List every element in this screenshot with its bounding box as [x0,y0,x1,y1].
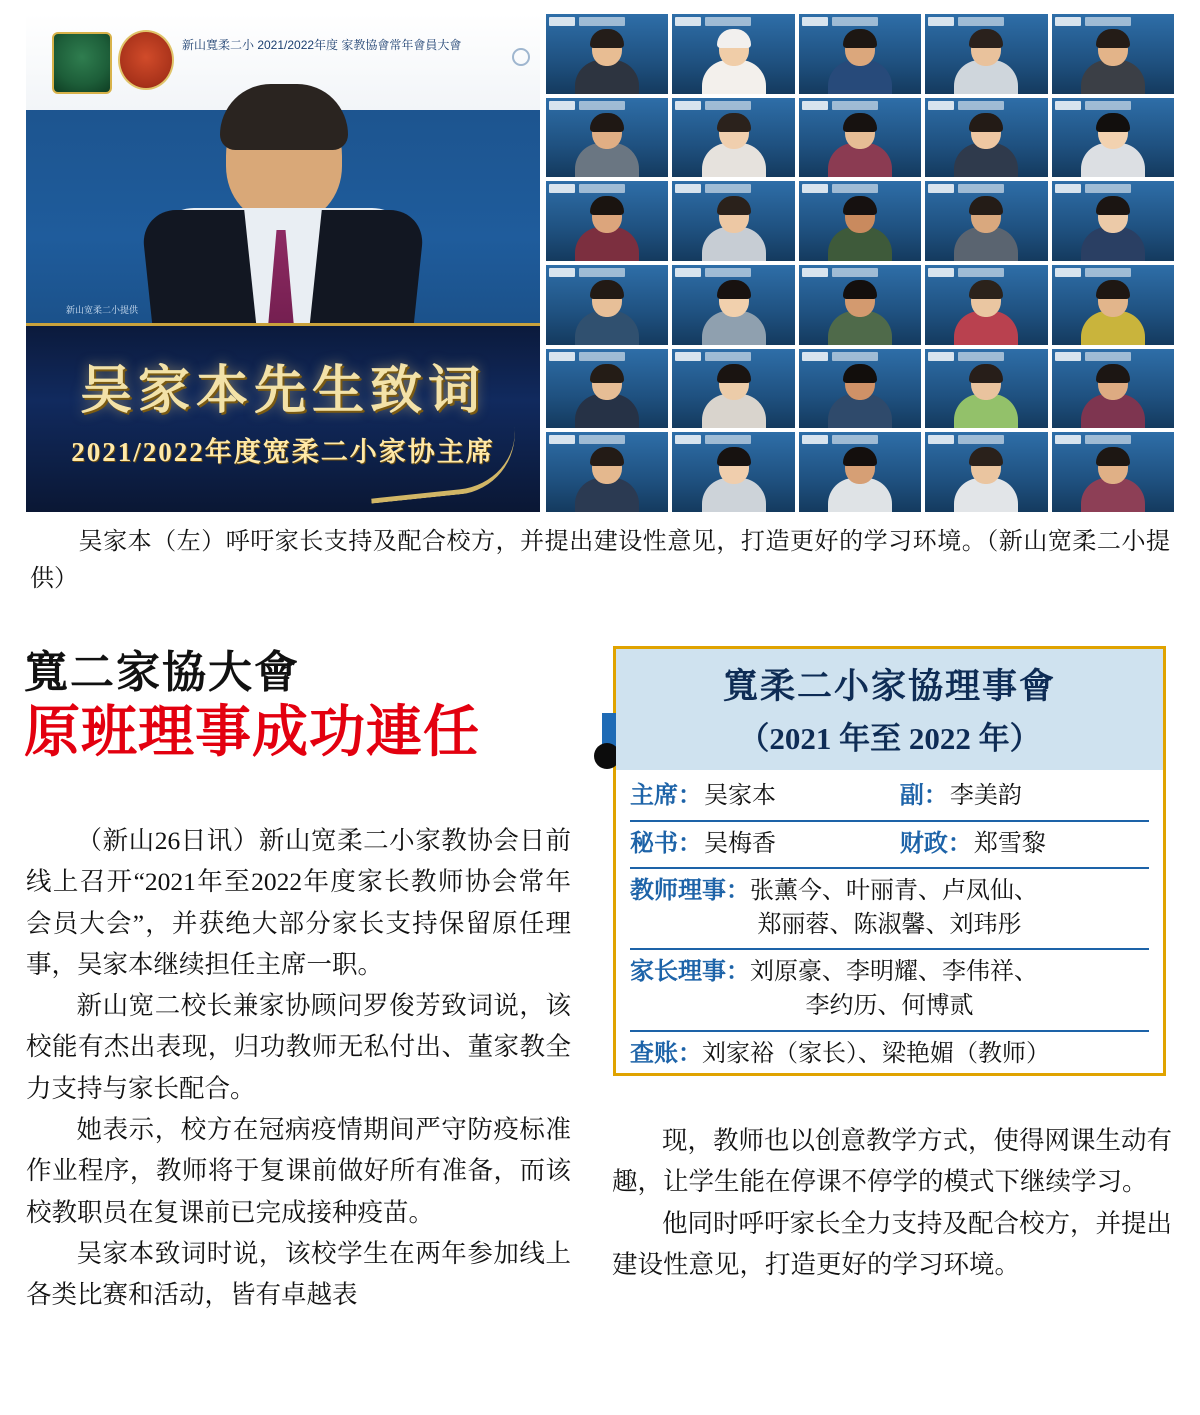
photo-caption [30,524,1170,598]
committee-rows [616,770,1163,1077]
participant-hair [1096,29,1130,48]
role-value: 吴家本 [704,783,776,809]
banner-title: 吴家本先生致词 [79,363,486,420]
participant-name-label [675,17,701,26]
participant-meta-label [1085,435,1131,444]
headline-kicker: 寬二家協大會 [24,648,300,697]
participant-name-label [928,352,954,361]
participant-name-label [928,268,954,277]
role-value: 张薰今、叶丽青、卢凤仙、 [750,878,1038,905]
paragraph: 现，教师也以创意教学方式，使得网课生动有趣，让学生能在停课不停学的模式下继续学习。 [612,1126,1173,1197]
participant-meta-label [958,435,1004,444]
participant-hair [843,196,877,215]
participant-name-label [1055,101,1081,110]
participant-hair [1096,280,1130,299]
role-value: 刘原豪、李明耀、李伟祥、 [750,959,1038,986]
paragraph: 他同时呼吁家长全力支持及配合校方，并提出建设性意见，打造更好的学习环境。 [612,1208,1173,1279]
participant-hair [590,196,624,215]
info-box-title [616,649,1163,770]
article-body-right [612,1120,1172,1285]
participant-hair [590,280,624,299]
participant-meta-label [958,268,1004,277]
participant-hair [717,196,751,215]
participant-meta-label [958,17,1004,26]
participant-hair [843,447,877,466]
info-box-title-line2: （2021 年至 2022 年） [738,721,1041,756]
participant-name-label [802,435,828,444]
participant-hair [1096,447,1130,466]
participant-name-label [802,268,828,277]
participant-meta-label [705,435,751,444]
participant-hair [590,29,624,48]
school-crest-icon [52,32,112,94]
participant-hair [717,113,751,132]
participant-meta-label [705,17,751,26]
participant-tile [546,265,668,345]
participant-meta-label [579,184,625,193]
role-value: 吴梅香 [704,830,776,857]
participant-hair [969,364,1003,383]
photo-watermark: 新山宽柔二小提供 [66,305,139,315]
participant-hair [969,280,1003,299]
participant-meta-label [1085,17,1131,26]
role-label: 副： [899,783,948,809]
participant-name-label [802,101,828,110]
participant-name-label [802,352,828,361]
participant-tile [925,14,1047,94]
participant-hair [717,447,751,466]
participant-tile [799,432,921,512]
participant-tile [1052,181,1174,261]
participant-meta-label [579,101,625,110]
participant-hair [843,280,877,299]
participant-name-label [802,184,828,193]
role-value: 刘家裕（家长）、梁艳媚（教师） [702,1040,1050,1067]
participant-tile [1052,14,1174,94]
participant-meta-label [832,184,878,193]
committee-row [630,950,1149,1031]
participant-name-label [928,17,954,26]
participant-meta-label [1085,101,1131,110]
participant-meta-label [832,352,878,361]
participant-hair [590,447,624,466]
participant-tile [799,181,921,261]
role-label: 秘书： [630,830,702,857]
participant-name-label [549,435,575,444]
committee-row [630,774,1149,822]
participant-meta-label [958,352,1004,361]
participant-meta-label [832,17,878,26]
participant-hair [1096,196,1130,215]
participant-tile [799,265,921,345]
participant-hair [1096,364,1130,383]
participant-tile [1052,432,1174,512]
speaker-hair [220,84,348,150]
role-value: 郑丽蓉、陈淑馨、刘玮彤 [757,911,1022,938]
participant-hair [843,364,877,383]
photo-header-text: 新山寬柔二小 2021/2022年度 家教協會常年會員大會 [182,38,462,52]
participant-tile [1052,265,1174,345]
participant-name-label [675,268,701,277]
participant-tile [672,349,794,429]
participant-hair [1096,113,1130,132]
info-box-title-line1: 寬柔二小家協理事會 [722,667,1056,706]
speaker-figure [148,90,418,354]
participant-tile [799,98,921,178]
participant-tile [546,181,668,261]
participant-hair [969,447,1003,466]
participant-name-label [1055,268,1081,277]
role-value: 李约历、何博贰 [805,992,974,1019]
participant-tile [672,265,794,345]
participant-tile [925,349,1047,429]
participant-hair [843,29,877,48]
participant-tile [546,14,668,94]
participant-name-label [675,435,701,444]
participant-name-label [549,184,575,193]
participant-name-label [1055,435,1081,444]
participant-tile [1052,349,1174,429]
participant-meta-label [705,268,751,277]
role-value: 郑雪黎 [973,830,1046,857]
participant-meta-label [579,435,625,444]
participant-tile [672,181,794,261]
committee-info-box [613,646,1166,1076]
participant-hair [717,29,751,48]
participant-name-label [928,435,954,444]
participant-meta-label [832,435,878,444]
participant-tile [672,14,794,94]
participant-name-label [802,17,828,26]
committee-row [630,1032,1149,1078]
role-value: 李美韵 [949,783,1022,809]
photo-caption-text: 吴家本（左）呼吁家长支持及配合校方，并提出建设性意见，打造更好的学习环境。（新山宽柔二小提供） [30,529,1170,593]
participant-meta-label [1085,184,1131,193]
photo-collage [26,14,1174,512]
participant-hair [969,113,1003,132]
role-label: 主席： [630,783,702,809]
participant-meta-label [958,184,1004,193]
participant-tile [799,349,921,429]
participant-hair [969,29,1003,48]
participant-meta-label [705,101,751,110]
participant-name-label [675,184,701,193]
participant-name-label [928,184,954,193]
participant-hair [717,280,751,299]
participant-name-label [1055,352,1081,361]
participant-tile [1052,98,1174,178]
committee-row [630,822,1149,870]
participant-name-label [1055,184,1081,193]
article-body-left [26,820,571,1316]
participant-tile [546,349,668,429]
participant-meta-label [579,268,625,277]
participant-tile [672,432,794,512]
headline-main: 原班理事成功連任 [24,701,480,764]
video-indicator-icon [512,48,530,66]
participant-meta-label [1085,352,1131,361]
role-label: 教师理事： [630,878,750,905]
participant-meta-label [705,352,751,361]
participant-meta-label [579,17,625,26]
participant-hair [717,364,751,383]
participant-grid [546,14,1174,512]
participant-hair [843,113,877,132]
paragraph: 她表示，校方在冠病疫情期间严守防疫标准作业程序，教师将于复课前做好所有准备，而该校教职员在复课前已完成接种疫苗。 [26,1115,571,1227]
participant-tile [925,265,1047,345]
participant-name-label [1055,17,1081,26]
participant-meta-label [1085,268,1131,277]
role-label: 查账： [630,1040,702,1067]
participant-name-label [549,352,575,361]
participant-meta-label [958,101,1004,110]
participant-tile [925,432,1047,512]
participant-hair [590,364,624,383]
paragraph: （新山26日讯）新山宽柔二小家教协会日前线上召开“2021年至2022年度家长教师协会常年会员大会”，并获绝大部分家长支持保留原任理事，吴家本继续担任主席一职。 [26,826,571,979]
participant-name-label [675,352,701,361]
participant-meta-label [579,352,625,361]
paragraph: 新山宽二校长兼家协顾问罗俊芳致词说，该校能有杰出表现，归功教师无私付出、董家教全力支持与家长配合。 [26,991,571,1103]
participant-tile [799,14,921,94]
participant-tile [546,98,668,178]
participant-tile [925,98,1047,178]
participant-tile [925,181,1047,261]
participant-name-label [549,268,575,277]
participant-tile [672,98,794,178]
participant-hair [590,113,624,132]
participant-meta-label [705,184,751,193]
participant-name-label [549,17,575,26]
paragraph: 吴家本致词时说，该校学生在两年参加线上各类比赛和活动，皆有卓越表 [26,1238,571,1310]
participant-hair [969,196,1003,215]
participant-tile [546,432,668,512]
participant-meta-label [832,101,878,110]
article-headline [24,648,584,765]
committee-row [630,869,1149,950]
participant-name-label [675,101,701,110]
main-speaker-photo [26,14,540,512]
participant-meta-label [832,268,878,277]
role-label: 财政： [899,830,972,857]
role-label: 家长理事： [630,959,750,986]
participant-name-label [549,101,575,110]
participant-name-label [928,101,954,110]
anniversary-logo-icon [118,30,174,90]
photo-title-banner [26,323,540,512]
banner-subtitle: 2021/2022年度宽柔二小家协主席 [71,437,495,467]
